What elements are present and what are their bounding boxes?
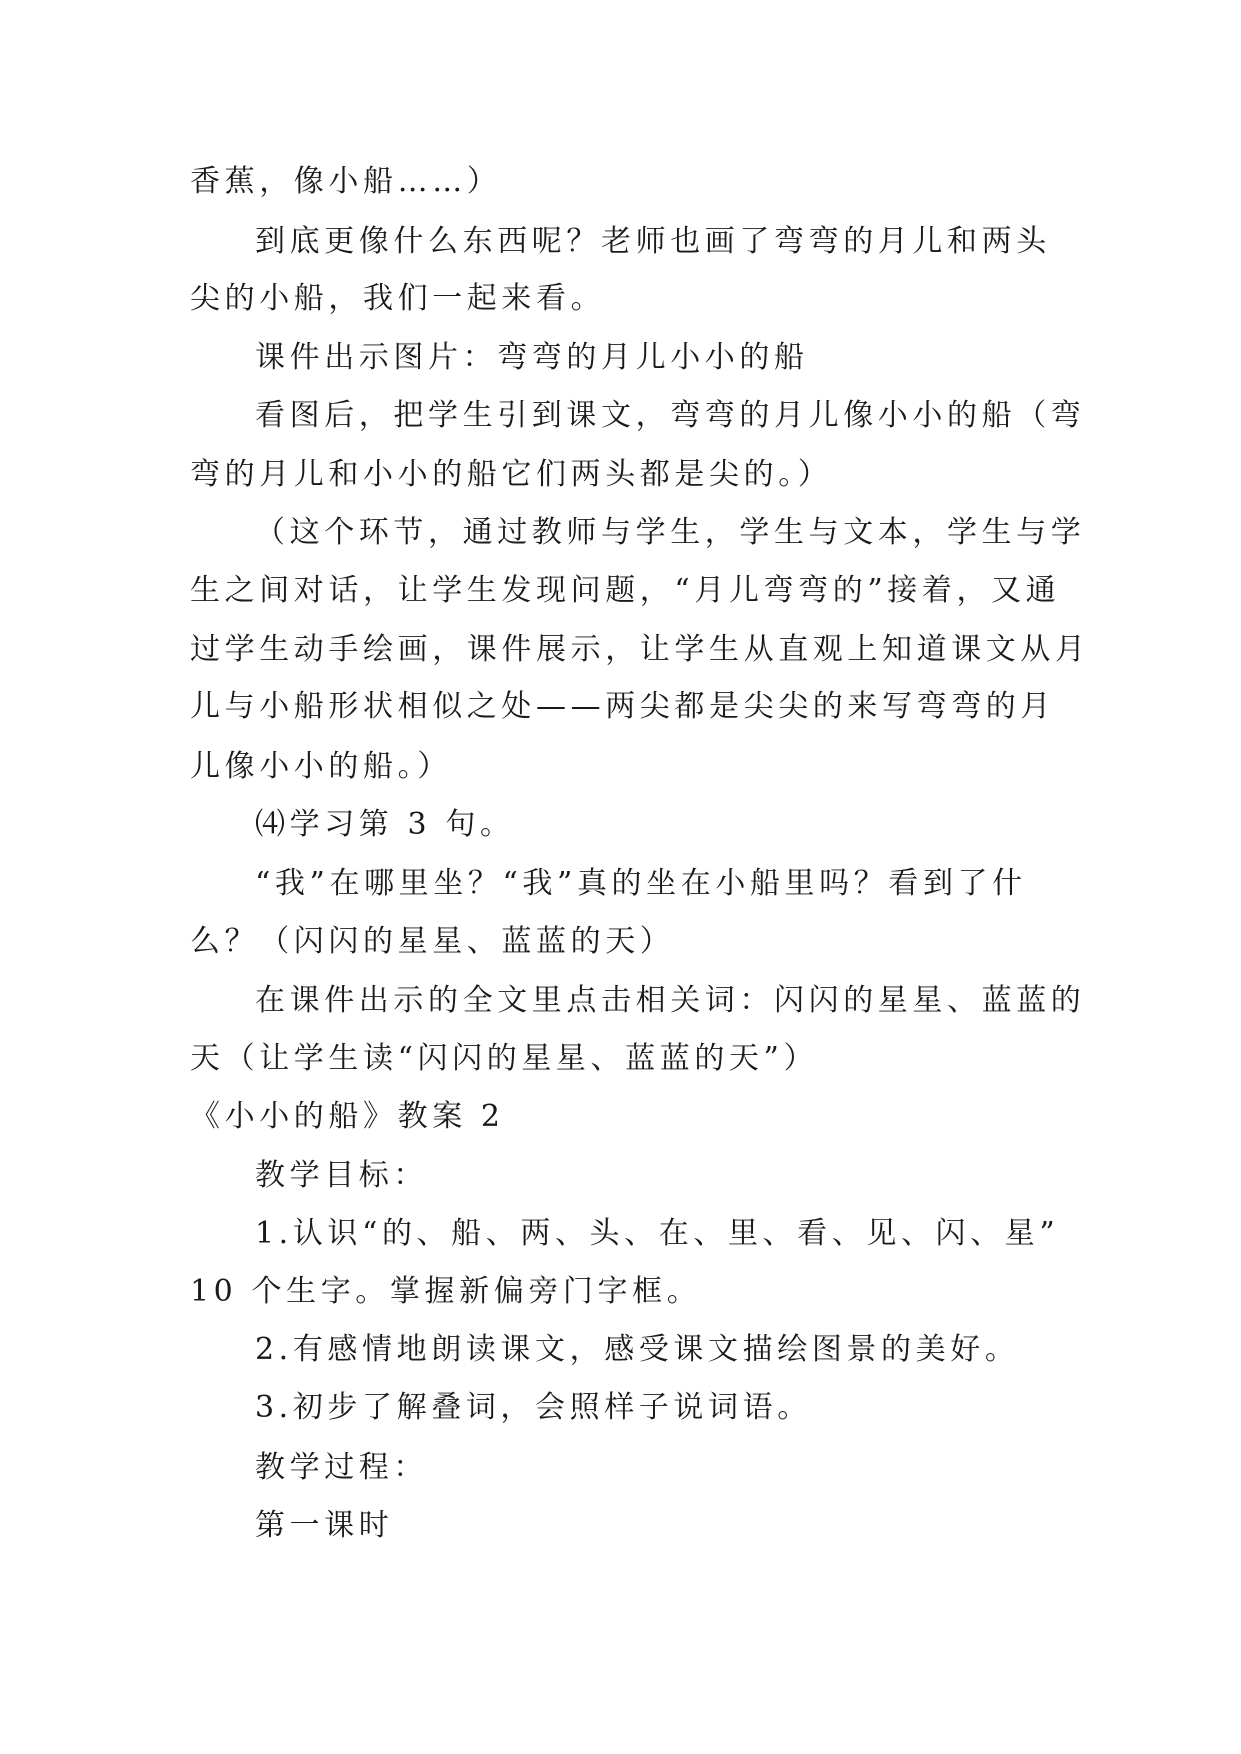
text-line: 儿像小小的船。） <box>190 749 452 784</box>
text-line: 过学生动手绘画，课件展示，让学生从直观上知道课文从月 <box>190 632 1090 667</box>
text-line: ⑷学习第 3 句。 <box>255 807 515 842</box>
list-item: 3.初步了解叠词，会照样子说词语。 <box>255 1390 812 1425</box>
subheading: 第一课时 <box>255 1508 394 1543</box>
text-line: 么？（闪闪的星星、蓝蓝的天） <box>190 924 675 959</box>
text-line: 弯的月儿和小小的船它们两头都是尖的。） <box>190 457 833 492</box>
list-item: 1.认识“的、船、两、头、在、里、看、见、闪、星” <box>255 1216 1060 1251</box>
text-line: 课件出示图片：弯弯的月儿小小的船 <box>255 340 809 375</box>
text-line: “我”在哪里坐？“我”真的坐在小船里吗？看到了什 <box>255 866 1027 901</box>
text-line: 儿与小船形状相似之处——两尖都是尖尖的来写弯弯的月 <box>190 689 1055 724</box>
text-line: 看图后，把学生引到课文，弯弯的月儿像小小的船（弯 <box>255 398 1086 433</box>
text-line: 天（让学生读“闪闪的星星、蓝蓝的天”） <box>190 1041 819 1076</box>
section-title: 《小小的船》教案 2 <box>190 1099 505 1134</box>
text-line: 10 个生字。掌握新偏旁门字框。 <box>190 1274 702 1309</box>
subheading: 教学过程： <box>255 1450 428 1485</box>
list-item: 2.有感情地朗读课文，感受课文描绘图景的美好。 <box>255 1332 1020 1367</box>
text-line: 香蕉，像小船……） <box>190 164 502 199</box>
text-line: （这个环节，通过教师与学生，学生与文本，学生与学 <box>255 515 1086 550</box>
text-line: 尖的小船，我们一起来看。 <box>190 281 606 316</box>
subheading: 教学目标： <box>255 1158 428 1193</box>
text-line: 到底更像什么东西呢？老师也画了弯弯的月儿和两头 <box>255 224 1051 259</box>
text-line: 生之间对话，让学生发现问题，“月儿弯弯的”接着，又通 <box>190 573 1061 608</box>
text-line: 在课件出示的全文里点击相关词：闪闪的星星、蓝蓝的 <box>255 983 1086 1018</box>
